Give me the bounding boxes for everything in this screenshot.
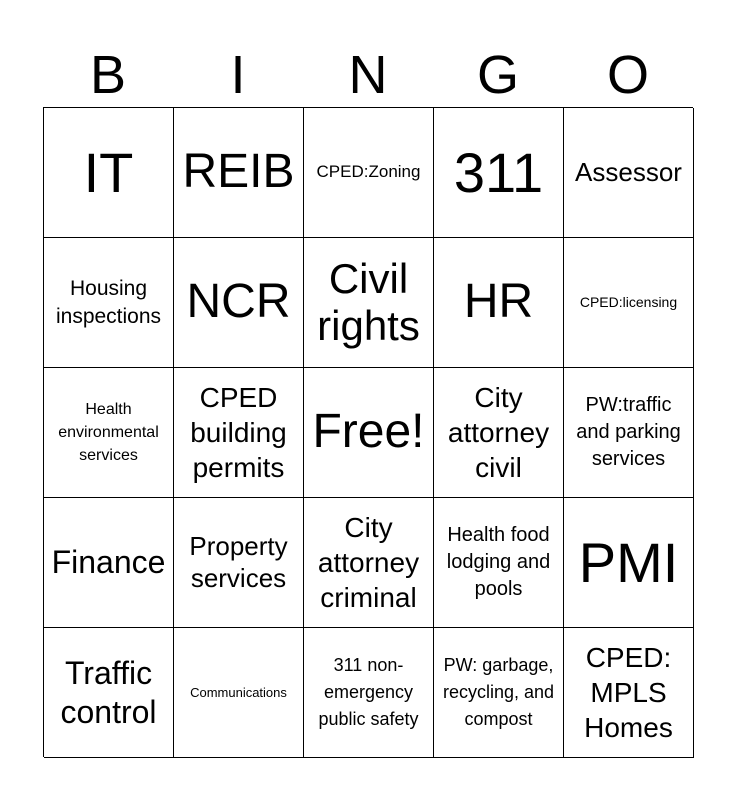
- bingo-cell[interactable]: [174, 108, 304, 238]
- bingo-cell[interactable]: [174, 368, 304, 498]
- cell-text: Health food lodging and pools: [446, 524, 551, 600]
- cell-text: Communications: [190, 684, 287, 700]
- cell-text: City attorney criminal: [317, 512, 420, 613]
- cell-text: 311 non-emergency public safety: [318, 655, 419, 729]
- cell-text: City attorney civil: [447, 382, 550, 483]
- cell-text: HR: [463, 275, 534, 329]
- cell-text: PMI: [578, 530, 679, 594]
- header-letter-i: I: [230, 45, 246, 105]
- bingo-cell[interactable]: [434, 108, 564, 238]
- bingo-cell[interactable]: [564, 238, 694, 368]
- cell-text: Assessor: [575, 156, 682, 187]
- bingo-cell[interactable]: [434, 498, 564, 628]
- header-letter-g: G: [476, 45, 519, 105]
- bingo-cell[interactable]: [44, 238, 174, 368]
- free-space[interactable]: [304, 368, 434, 498]
- cell-text: CPED:Zoning: [316, 162, 421, 182]
- bingo-cell[interactable]: [434, 628, 564, 758]
- cell-text: CPED building permits: [190, 382, 287, 483]
- cell-text: REIB: [182, 145, 295, 199]
- header-letter-n: N: [348, 45, 388, 105]
- cell-text: Traffic control: [60, 655, 157, 730]
- bingo-cell[interactable]: [564, 368, 694, 498]
- bingo-cell[interactable]: [304, 108, 434, 238]
- bingo-cell[interactable]: [564, 628, 694, 758]
- bingo-cell[interactable]: [434, 368, 564, 498]
- cell-text: CPED: MPLS Homes: [584, 642, 673, 743]
- cell-text: CPED:licensing: [579, 294, 678, 311]
- cell-text: IT: [83, 140, 134, 204]
- bingo-cell[interactable]: [434, 238, 564, 368]
- cell-text: Property services: [189, 531, 288, 593]
- bingo-grid: [43, 107, 693, 757]
- bingo-cell[interactable]: [174, 238, 304, 368]
- bingo-cell[interactable]: [174, 498, 304, 628]
- bingo-cell[interactable]: [44, 498, 174, 628]
- cell-text: Civil rights: [317, 255, 420, 349]
- bingo-cell[interactable]: [174, 628, 304, 758]
- cell-text: 311: [453, 140, 544, 204]
- cell-text: Health environmental services: [58, 400, 159, 465]
- cell-text: Free!: [312, 405, 425, 459]
- bingo-cell[interactable]: [304, 238, 434, 368]
- cell-text: PW:traffic and parking services: [576, 394, 681, 470]
- bingo-cell[interactable]: [304, 628, 434, 758]
- bingo-cell[interactable]: [564, 108, 694, 238]
- bingo-cell[interactable]: [44, 108, 174, 238]
- bingo-header: [43, 44, 693, 106]
- cell-text: PW: garbage, recycling, and compost: [442, 655, 555, 729]
- header-letter-b: B: [89, 45, 127, 105]
- bingo-cell[interactable]: [44, 628, 174, 758]
- header-letter-o: O: [606, 45, 649, 105]
- bingo-cell[interactable]: [564, 498, 694, 628]
- cell-text: NCR: [186, 275, 291, 329]
- bingo-cell[interactable]: [44, 368, 174, 498]
- cell-text: Finance: [51, 544, 166, 581]
- bingo-cell[interactable]: [304, 498, 434, 628]
- cell-text: Housing inspections: [55, 277, 162, 328]
